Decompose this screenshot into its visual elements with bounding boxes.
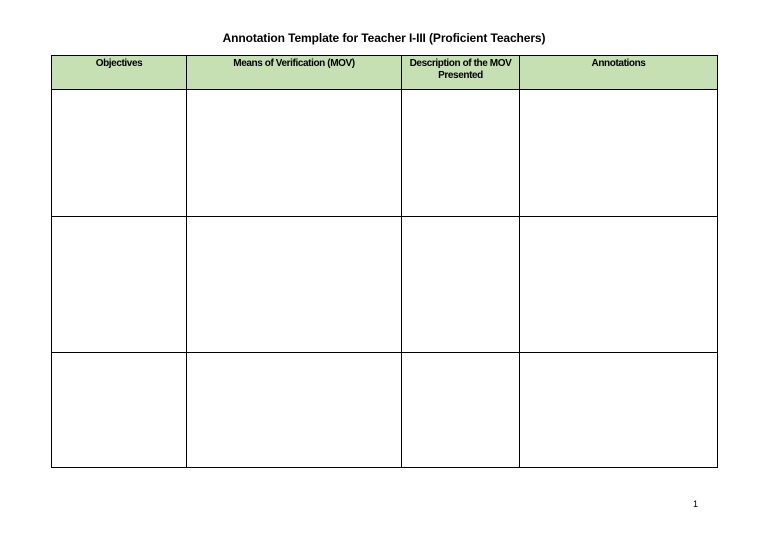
table-cell-description[interactable]: [402, 217, 520, 353]
table-header-row: [52, 56, 718, 90]
column-header-annotations: Annotations: [520, 56, 718, 90]
table-cell-mov[interactable]: [187, 90, 402, 217]
table-cell-objectives[interactable]: [52, 90, 187, 217]
table-cell-objectives[interactable]: [52, 353, 187, 468]
table-cell-annotations[interactable]: [520, 90, 718, 217]
table-cell-mov[interactable]: [187, 353, 402, 468]
table-cell-description[interactable]: [402, 353, 520, 468]
table-cell-annotations[interactable]: [520, 217, 718, 353]
table-cell-mov[interactable]: [187, 217, 402, 353]
annotation-table: [51, 55, 718, 468]
document-title: Annotation Template for Teacher I-III (Proficient Teachers): [222, 31, 546, 45]
column-header-objectives: Objectives: [52, 56, 187, 90]
table-row: [52, 217, 718, 353]
table-cell-description[interactable]: [402, 90, 520, 217]
column-header-means-of-verification: Means of Verification (MOV): [187, 56, 402, 90]
page-number: 1: [693, 499, 699, 509]
column-header-description-of-mov: Description of the MOV Presented: [402, 56, 520, 90]
table-cell-objectives[interactable]: [52, 217, 187, 353]
table-cell-annotations[interactable]: [520, 353, 718, 468]
table-row: [52, 353, 718, 468]
table-row: [52, 90, 718, 217]
